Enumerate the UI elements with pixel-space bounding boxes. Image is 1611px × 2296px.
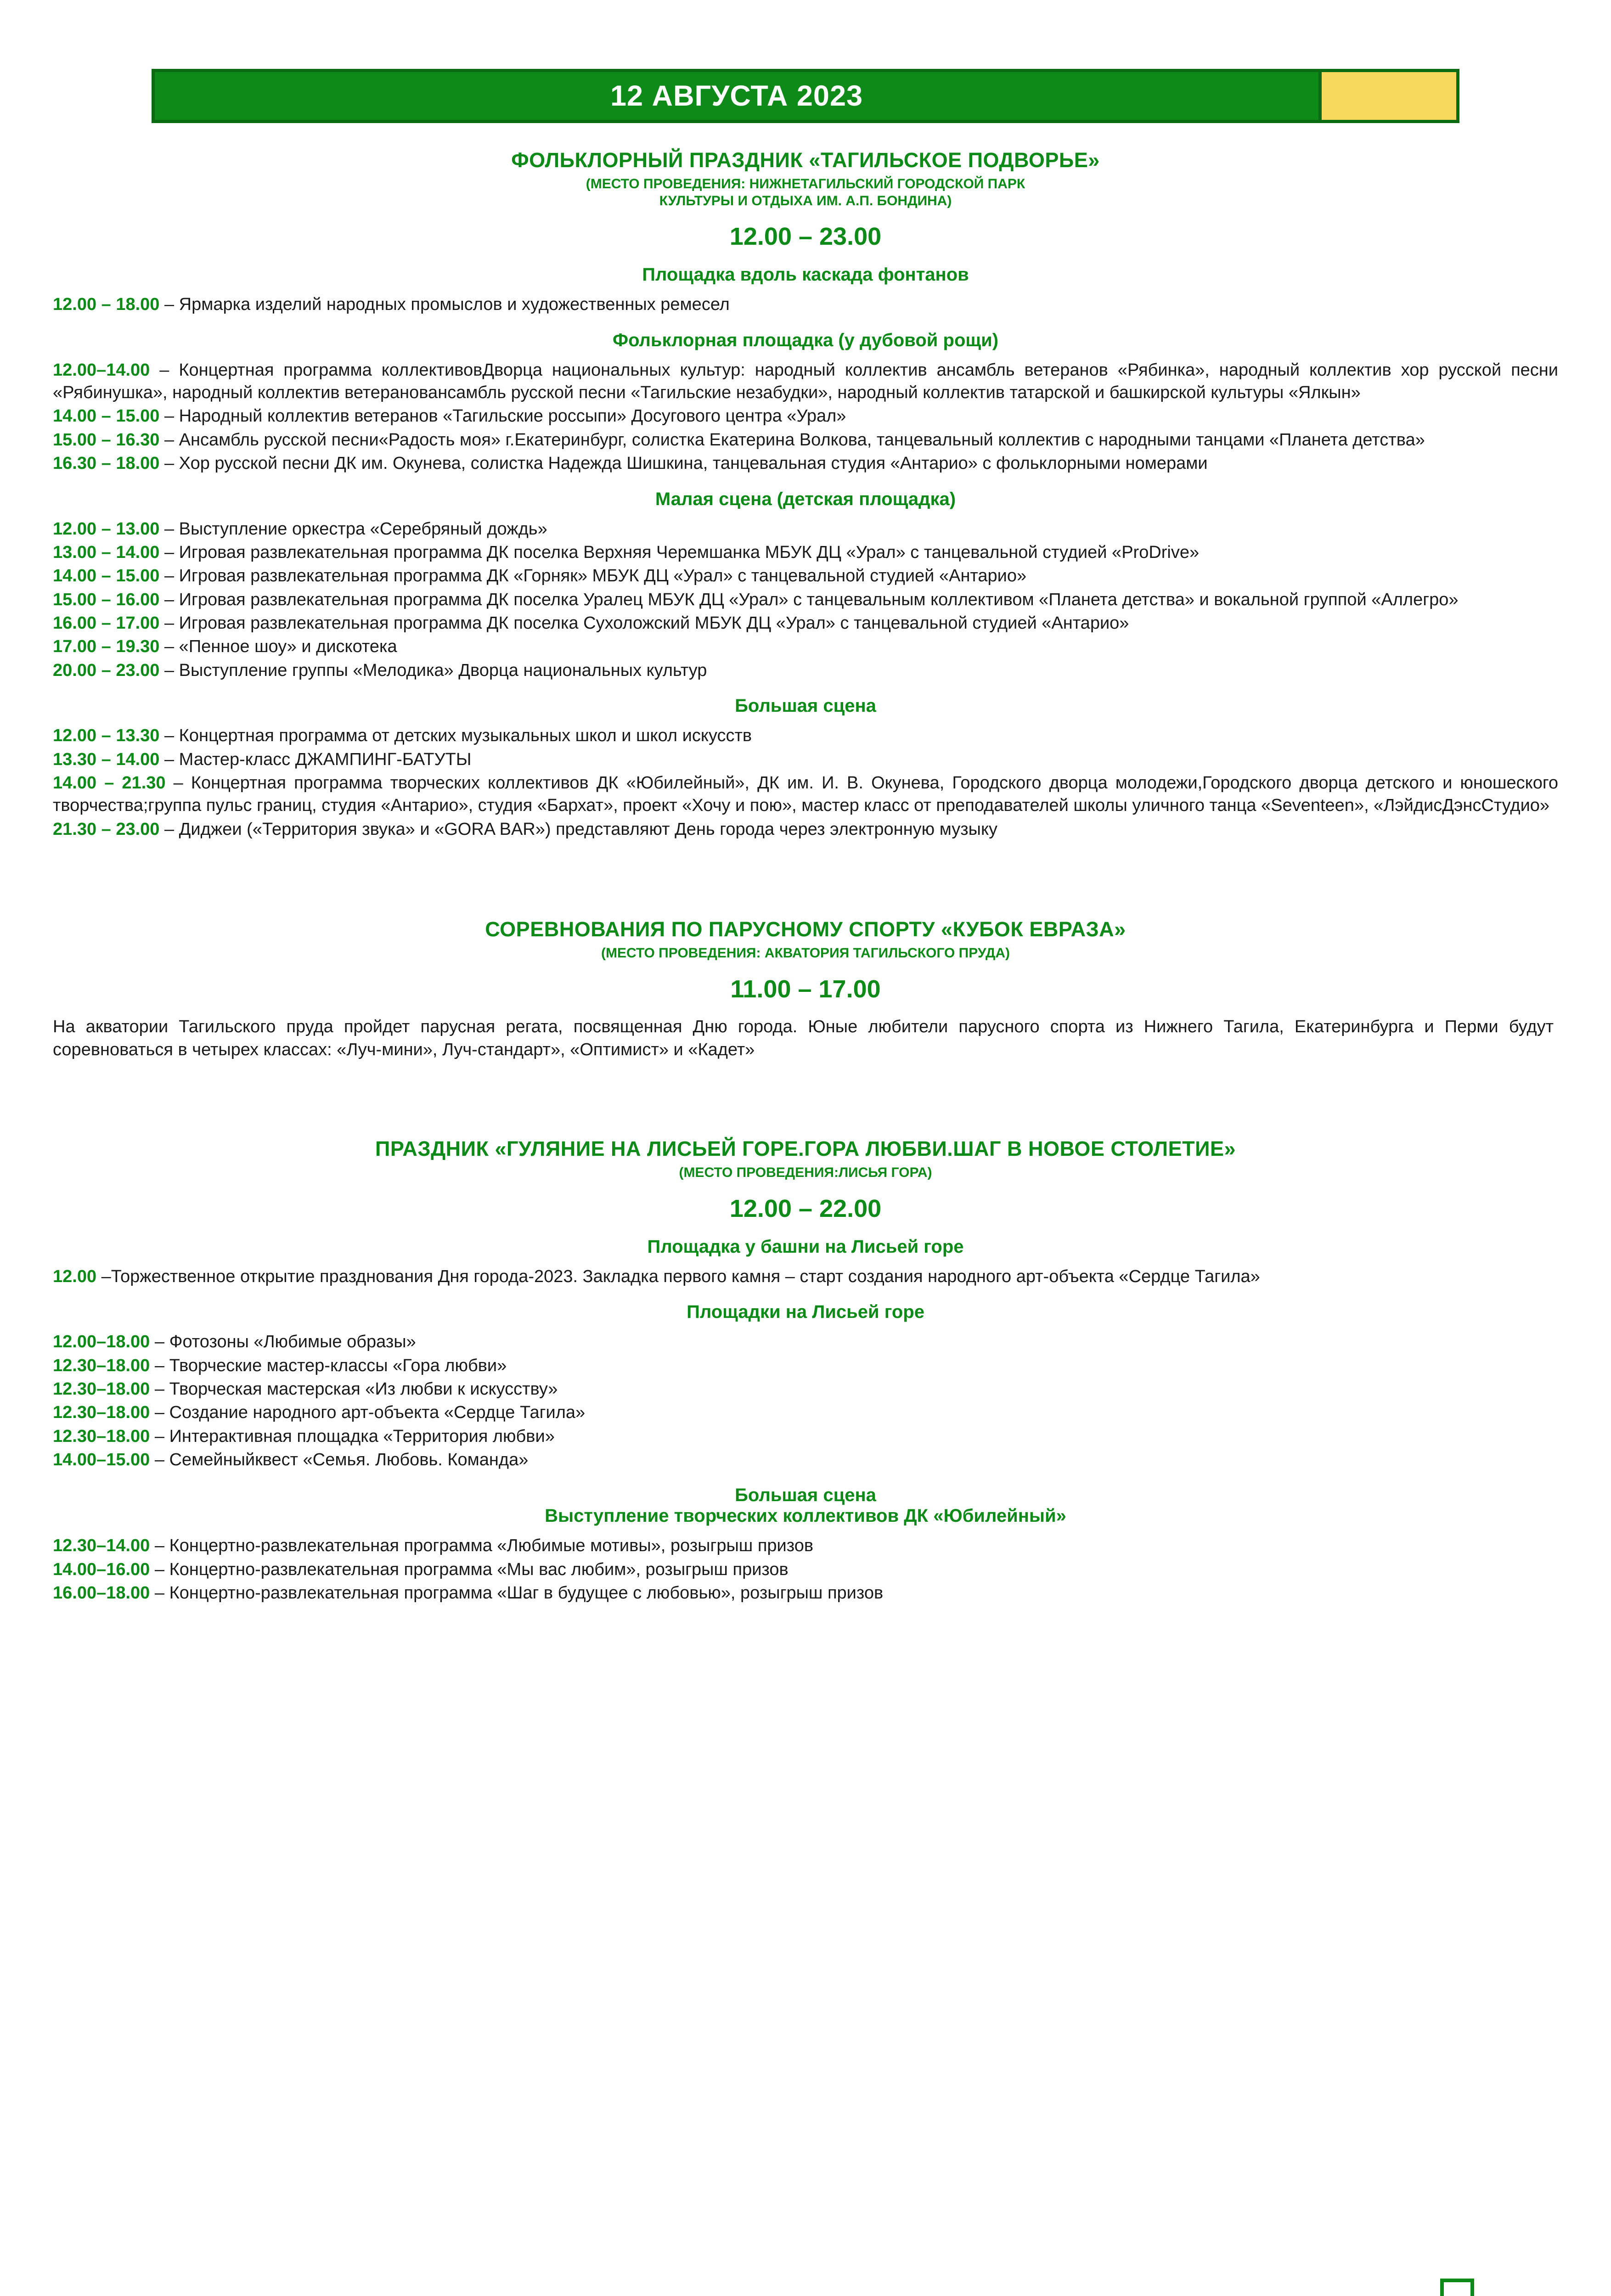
event-venue-note: (МЕСТО ПРОВЕДЕНИЯ:ЛИСЬЯ ГОРА) bbox=[679, 1165, 932, 1181]
event-title: СОРЕВНОВАНИЯ ПО ПАРУСНОМУ СПОРТУ «КУБОК ЕВРАЗА» bbox=[485, 917, 1126, 941]
schedule-text: – «Пенное шоу» и дискотека bbox=[159, 637, 397, 657]
schedule-time: 12.30–18.00 bbox=[53, 1379, 150, 1399]
schedule-text: – Ансамбль русской песни«Радость моя» г.Екатеринбург, солистка Екатерина Волкова, танцевальный коллектив с народными танцами «Планета детства» bbox=[159, 430, 1425, 450]
schedule-line bbox=[53, 1582, 1558, 1604]
schedule-text: – Народный коллектив ветеранов «Тагильские россыпи» Досугового центра «Урал» bbox=[159, 406, 846, 426]
schedule-line bbox=[53, 772, 1558, 817]
schedule-text: – Творческие мастер-классы «Гора любви» bbox=[150, 1356, 507, 1375]
venue-schedule bbox=[53, 518, 1558, 682]
schedule-line bbox=[53, 405, 1558, 428]
schedule-time: 14.00 – 15.00 bbox=[53, 406, 160, 426]
program-content bbox=[0, 148, 1611, 1605]
schedule-line bbox=[53, 748, 1558, 771]
venue-title: Площадка у башни на Лисьей горе bbox=[647, 1236, 964, 1257]
venue-title: Площадки на Лисьей горе bbox=[687, 1302, 924, 1322]
schedule-text: – Концертно-развлекательная программа «Шаг в будущее с любовью», розыгрыш призов bbox=[150, 1583, 884, 1603]
schedule-line bbox=[53, 1266, 1558, 1288]
event-title: ПРАЗДНИК «ГУЛЯНИЕ НА ЛИСЬЕЙ ГОРЕ.ГОРА ЛЮБВИ.ШАГ В НОВОЕ СТОЛЕТИЕ» bbox=[375, 1137, 1236, 1161]
schedule-time: 12.00 – 13.00 bbox=[53, 519, 160, 539]
schedule-time: 12.00 – 13.30 bbox=[53, 726, 160, 746]
schedule-time: 20.00 – 23.00 bbox=[53, 660, 160, 680]
section-spacer bbox=[53, 1061, 1558, 1112]
schedule-line bbox=[53, 1535, 1558, 1557]
schedule-line bbox=[53, 1449, 1558, 1471]
schedule-text: – Диджеи («Территория звука» и «GORA BAR») представляют День города через электронную музыку bbox=[159, 819, 998, 839]
schedule-line bbox=[53, 1401, 1558, 1424]
schedule-line bbox=[53, 589, 1558, 611]
schedule-time: 16.00 – 17.00 bbox=[53, 613, 160, 633]
schedule-text: – Концертно-развлекательная программа «Мы вас любим», розыгрыш призов bbox=[150, 1559, 789, 1579]
event-venue-note: (МЕСТО ПРОВЕДЕНИЯ: НИЖНЕТАГИЛЬСКИЙ ГОРОДСКОЙ ПАРК КУЛЬТУРЫ И ОТДЫХА ИМ. А.П. БОНДИНА) bbox=[586, 176, 1025, 208]
schedule-text: – Концертно-развлекательная программа «Любимые мотивы», розыгрыш призов bbox=[150, 1536, 814, 1556]
date-banner-green bbox=[152, 69, 1322, 123]
schedule-time: 13.30 – 14.00 bbox=[53, 749, 160, 769]
schedule-line bbox=[53, 1425, 1558, 1448]
venue-schedule bbox=[53, 293, 1558, 316]
schedule-line bbox=[53, 612, 1558, 635]
schedule-time: 12.00–18.00 bbox=[53, 1332, 150, 1352]
venue-schedule bbox=[53, 1331, 1558, 1471]
schedule-text: – Игровая развлекательная программа ДК поселка Уралец МБУК ДЦ «Урал» с танцевальным коллективом «Планета детства» и вокальной группой «Аллегро» bbox=[159, 590, 1459, 609]
down-arrow-icon bbox=[1418, 2278, 1496, 2296]
schedule-time: 21.30 – 23.00 bbox=[53, 819, 160, 839]
schedule-time: 13.00 – 14.00 bbox=[53, 542, 160, 562]
event-time: 12.00 – 22.00 bbox=[729, 1194, 882, 1222]
schedule-text: – Концертная программа коллективовДворца национальных культур: народный коллектив ансамбль ветеранов «Рябинка», народный коллектив хор русской песни «Рябинушка», народный коллектив ветерановансамбль русской песни «Тагильские незабудки», народный коллектив татарской и башкирской культуры «Ялкын» bbox=[53, 360, 1558, 402]
event-block bbox=[53, 1137, 1558, 1605]
venue-title: Площадка вдоль каскада фонтанов bbox=[642, 264, 969, 285]
schedule-text: – Игровая развлекательная программа ДК поселка Сухоложский МБУК ДЦ «Урал» с танцевальной студией «Антарио» bbox=[159, 613, 1129, 633]
event-block bbox=[53, 148, 1558, 841]
schedule-text: – Выступление группы «Мелодика» Дворца национальных культур bbox=[159, 660, 707, 680]
schedule-time: 16.30 – 18.00 bbox=[53, 454, 160, 473]
schedule-time: 12.00–14.00 bbox=[53, 360, 150, 380]
schedule-line bbox=[53, 565, 1558, 587]
schedule-text: – Выступление оркестра «Серебряный дождь» bbox=[159, 519, 547, 539]
schedule-line bbox=[53, 1378, 1558, 1401]
schedule-text: – Фотозоны «Любимые образы» bbox=[150, 1332, 416, 1352]
schedule-line bbox=[53, 1559, 1558, 1581]
schedule-text: –Торжественное открытие празднования Дня города-2023. Закладка первого камня – старт создания народного арт-объекта «Сердце Тагила» bbox=[96, 1266, 1260, 1286]
schedule-time: 12.30–18.00 bbox=[53, 1403, 150, 1423]
venue-schedule bbox=[53, 725, 1558, 841]
schedule-line bbox=[53, 541, 1558, 564]
schedule-line bbox=[53, 1331, 1558, 1353]
schedule-time: 16.00–18.00 bbox=[53, 1583, 150, 1603]
schedule-line bbox=[53, 293, 1558, 316]
venue-schedule bbox=[53, 1266, 1558, 1288]
date-banner bbox=[0, 69, 1611, 123]
schedule-line bbox=[53, 1355, 1558, 1377]
event-time: 11.00 – 17.00 bbox=[730, 975, 881, 1003]
venue-title: Малая сцена (детская площадка) bbox=[655, 489, 956, 509]
schedule-time: 12.30–18.00 bbox=[53, 1356, 150, 1375]
section-spacer bbox=[53, 842, 1558, 892]
venue-schedule bbox=[53, 1535, 1558, 1604]
schedule-time: 17.00 – 19.30 bbox=[53, 637, 160, 657]
date-banner-yellow-block bbox=[1322, 69, 1459, 123]
venue-title: Большая сцена bbox=[735, 696, 876, 716]
schedule-time: 12.00 bbox=[53, 1266, 97, 1286]
schedule-text: – Игровая развлекательная программа ДК «Горняк» МБУК ДЦ «Урал» с танцевальной студией «Антарио» bbox=[159, 566, 1027, 586]
schedule-time: 14.00–15.00 bbox=[53, 1450, 150, 1470]
schedule-time: 15.00 – 16.00 bbox=[53, 590, 160, 609]
schedule-text: – Создание народного арт-объекта «Сердце Тагила» bbox=[150, 1403, 586, 1423]
program-page bbox=[0, 69, 1611, 2296]
event-venue-note: (МЕСТО ПРОВЕДЕНИЯ: АКВАТОРИЯ ТАГИЛЬСКОГО ПРУДА) bbox=[601, 945, 1010, 961]
schedule-time: 15.00 – 16.30 bbox=[53, 430, 160, 450]
banner-date-text: 12 АВГУСТА 2023 bbox=[610, 80, 863, 112]
schedule-time: 14.00 – 15.00 bbox=[53, 566, 160, 586]
schedule-line bbox=[53, 359, 1558, 405]
schedule-line bbox=[53, 452, 1558, 475]
schedule-text: – Ярмарка изделий народных промыслов и художественных ремесел bbox=[159, 295, 730, 315]
venue-title: Фольклорная площадка (у дубовой рощи) bbox=[612, 330, 999, 350]
event-description: На акватории Тагильского пруда пройдет парусная регата, посвященная Дню города. Юные любители парусного спорта из Нижнего Тагила, Екатеринбурга и Перми будут соревноваться в четырех классах: «Луч-мини», Луч-стандарт», «Оптимист» и «Кадет» bbox=[53, 1017, 1554, 1059]
schedule-time: 14.00 – 21.30 bbox=[53, 773, 166, 793]
schedule-line bbox=[53, 818, 1558, 841]
schedule-text: – Мастер-класс ДЖАМПИНГ-БАТУТЫ bbox=[159, 749, 472, 769]
schedule-text: – Концертная программа от детских музыкальных школ и школ искусств bbox=[159, 726, 752, 746]
schedule-line bbox=[53, 518, 1558, 540]
schedule-time: 12.30–18.00 bbox=[53, 1426, 150, 1446]
schedule-text: – Хор русской песни ДК им. Окунева, солистка Надежда Шишкина, танцевальная студия «Антарио» с фольклорными номерами bbox=[159, 454, 1208, 473]
schedule-text: – Игровая развлекательная программа ДК поселка Верхняя Черемшанка МБУК ДЦ «Урал» с танцевальной студией «ProDrive» bbox=[159, 542, 1200, 562]
schedule-time: 14.00–16.00 bbox=[53, 1559, 150, 1579]
schedule-text: – Семейныйквест «Семья. Любовь. Команда» bbox=[150, 1450, 529, 1470]
schedule-line bbox=[53, 636, 1558, 658]
event-title: ФОЛЬКЛОРНЫЙ ПРАЗДНИК «ТАГИЛЬСКОЕ ПОДВОРЬЕ» bbox=[511, 148, 1100, 172]
venue-schedule bbox=[53, 359, 1558, 475]
schedule-text: – Интерактивная площадка «Территория любви» bbox=[150, 1426, 555, 1446]
event-time: 12.00 – 23.00 bbox=[729, 223, 882, 251]
schedule-line bbox=[53, 429, 1558, 451]
schedule-time: 12.30–14.00 bbox=[53, 1536, 150, 1556]
schedule-line bbox=[53, 659, 1558, 682]
schedule-time: 12.00 – 18.00 bbox=[53, 295, 160, 315]
schedule-line bbox=[53, 725, 1558, 747]
schedule-text: – Творческая мастерская «Из любви к искусству» bbox=[150, 1379, 558, 1399]
venue-title: Большая сцена Выступление творческих коллективов ДК «Юбилейный» bbox=[545, 1485, 1066, 1526]
schedule-text: – Концертная программа творческих коллективов ДК «Юбилейный», ДК им. И. В. Окунева, Городского дворца молодежи,Городского дворца детского и юношеского творчества;группа пульс границ, студия «Антарио», студия «Бархат», проект «Хочу и пою», мастер класс от преподавателей школы уличного танца «Seventeen», «ЛэйдисДэнсСтудио» bbox=[53, 773, 1558, 816]
event-block bbox=[53, 917, 1558, 1061]
